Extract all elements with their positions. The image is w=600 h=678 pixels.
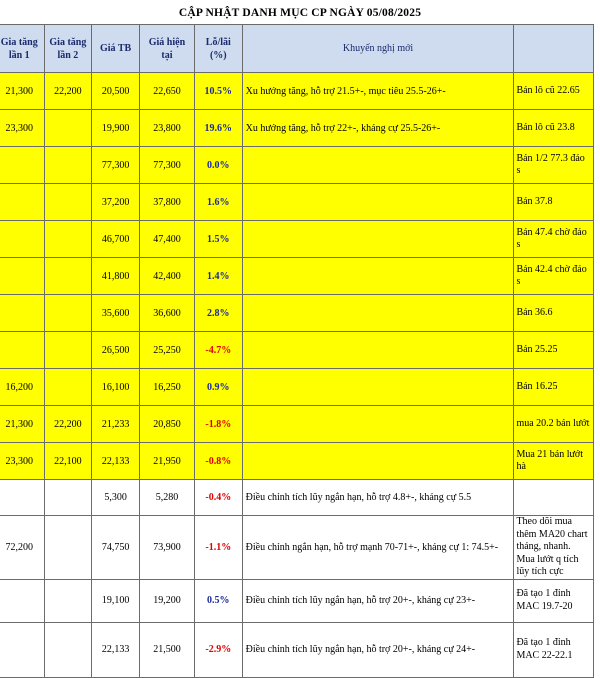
header-profit-loss: Lỗ/lãi (%) [194,25,242,73]
note-cell: Bán lô cũ 23.8 [514,110,594,147]
note-cell: Mua 21 bán lướt hà [514,443,594,480]
table-row [0,406,594,443]
average-price-cell: 20,500 [92,73,140,110]
recommendation-cell [242,295,514,332]
profit-loss-cell: -1.8% [194,406,242,443]
increase-1-cell: 16,200 [0,369,44,406]
recommendation-cell: Điều chỉnh ngắn hạn, hỗ trợ mạnh 70-71+-, kháng cự 1: 74.5+- [242,516,514,580]
note-cell: Bán 16.25 [514,369,594,406]
recommendation-cell [242,332,514,369]
increase-2-cell [44,295,92,332]
note-cell: Đã tạo 1 đỉnh MAC 22-22.1 [514,622,594,677]
increase-1-cell: 23,300 [0,443,44,480]
note-cell [514,480,594,516]
current-price-cell: 73,900 [139,516,194,580]
recommendation-cell [242,443,514,480]
profit-loss-cell: 10.5% [194,73,242,110]
table-row [0,73,594,110]
average-price-cell: 19,900 [92,110,140,147]
recommendation-cell [242,258,514,295]
current-price-cell: 37,800 [139,184,194,221]
average-price-cell: 16,100 [92,369,140,406]
current-price-cell: 25,250 [139,332,194,369]
increase-2-cell: 22,200 [44,406,92,443]
average-price-cell: 22,133 [92,443,140,480]
current-price-cell: 22,650 [139,73,194,110]
recommendation-cell [242,184,514,221]
recommendation-cell: Điều chỉnh tích lũy ngắn hạn, hỗ trợ 20+-, kháng cự 24+- [242,622,514,677]
increase-1-cell [0,147,44,184]
table-row [0,579,594,622]
header-note [514,25,594,73]
profit-loss-cell: -1.1% [194,516,242,580]
header-recommendation: Khuyến nghị mới [242,25,514,73]
note-cell: Bán 36.6 [514,295,594,332]
current-price-cell: 20,850 [139,406,194,443]
table-row [0,369,594,406]
current-price-cell: 21,500 [139,622,194,677]
average-price-cell: 74,750 [92,516,140,580]
table-row [0,443,594,480]
increase-2-cell [44,147,92,184]
average-price-cell: 35,600 [92,295,140,332]
note-cell: Bán 25.25 [514,332,594,369]
table-row [0,258,594,295]
current-price-cell: 77,300 [139,147,194,184]
increase-1-cell [0,258,44,295]
increase-2-cell: 22,100 [44,443,92,480]
header-inc1: Gia tăng lần 1 [0,25,44,73]
page-title: CẬP NHẬT DANH MỤC CP NGÀY 05/08/2025 [178,7,422,19]
profit-loss-cell: -2.9% [194,622,242,677]
increase-2-cell: 22,200 [44,73,92,110]
recommendation-cell: Xu hướng tăng, hỗ trợ 21.5+-, mục tiêu 25.5-26+- [242,73,514,110]
profit-loss-cell: 0.5% [194,579,242,622]
increase-2-cell [44,480,92,516]
note-cell: Theo dõi mua thêm MA20 chart tháng, nhanh. Mua lướt q tích lũy tích cực [514,516,594,580]
header-inc2: Gia tăng lần 2 [44,25,92,73]
current-price-cell: 47,400 [139,221,194,258]
current-price-cell: 23,800 [139,110,194,147]
current-price-cell: 5,280 [139,480,194,516]
increase-2-cell [44,369,92,406]
increase-2-cell [44,579,92,622]
increase-1-cell: 21,300 [0,406,44,443]
current-price-cell: 21,950 [139,443,194,480]
profit-loss-cell: 19.6% [194,110,242,147]
current-price-cell: 36,600 [139,295,194,332]
recommendation-cell [242,147,514,184]
note-cell: Bán lô cũ 22.65 [514,73,594,110]
profit-loss-cell: 1.5% [194,221,242,258]
increase-2-cell [44,110,92,147]
increase-1-cell [0,221,44,258]
note-cell: Bán 1/2 77.3 đảo s [514,147,594,184]
increase-1-cell: 21,300 [0,73,44,110]
header-current: Giá hiện tại [139,25,194,73]
recommendation-cell: Điều chỉnh tích lũy ngắn hạn, hỗ trợ 20+-, kháng cự 23+- [242,579,514,622]
current-price-cell: 42,400 [139,258,194,295]
table-row [0,516,594,580]
table-row [0,110,594,147]
average-price-cell: 41,800 [92,258,140,295]
recommendation-cell [242,369,514,406]
average-price-cell: 26,500 [92,332,140,369]
table-row [0,147,594,184]
profit-loss-cell: 1.6% [194,184,242,221]
table-row [0,480,594,516]
profit-loss-cell: -0.4% [194,480,242,516]
average-price-cell: 46,700 [92,221,140,258]
note-cell: Đã tạo 1 đỉnh MAC 19.7-20 [514,579,594,622]
recommendation-cell: Điều chỉnh tích lũy ngắn hạn, hỗ trợ 4.8+-, kháng cự 5.5 [242,480,514,516]
increase-1-cell [0,295,44,332]
average-price-cell: 19,100 [92,579,140,622]
current-price-cell: 19,200 [139,579,194,622]
header-row [0,25,594,73]
table-row [0,622,594,677]
recommendation-cell: Xu hướng tăng, hỗ trợ 22+-, kháng cự 25.5-26+- [242,110,514,147]
increase-1-cell: 72,200 [0,516,44,580]
increase-1-cell [0,184,44,221]
table-row [0,295,594,332]
table-row [0,221,594,258]
average-price-cell: 37,200 [92,184,140,221]
average-price-cell: 5,300 [92,480,140,516]
table-row [0,184,594,221]
table-row [0,332,594,369]
increase-2-cell [44,332,92,369]
increase-2-cell [44,622,92,677]
profit-loss-cell: 0.0% [194,147,242,184]
profit-loss-cell: -0.8% [194,443,242,480]
increase-1-cell [0,579,44,622]
increase-1-cell: 23,300 [0,110,44,147]
note-cell: Bán 37.8 [514,184,594,221]
recommendation-cell [242,406,514,443]
increase-2-cell [44,516,92,580]
profit-loss-cell: 0.9% [194,369,242,406]
note-cell: Bán 42.4 chờ đảo s [514,258,594,295]
header-avg: Giá TB [92,25,140,73]
profit-loss-cell: 2.8% [194,295,242,332]
note-cell: mua 20.2 bán lướt [514,406,594,443]
portfolio-table [0,24,594,678]
increase-2-cell [44,221,92,258]
increase-2-cell [44,184,92,221]
profit-loss-cell: -4.7% [194,332,242,369]
increase-1-cell [0,480,44,516]
increase-2-cell [44,258,92,295]
average-price-cell: 77,300 [92,147,140,184]
profit-loss-cell: 1.4% [194,258,242,295]
increase-1-cell [0,622,44,677]
note-cell: Bán 47.4 chờ đảo s [514,221,594,258]
recommendation-cell [242,221,514,258]
average-price-cell: 22,133 [92,622,140,677]
increase-1-cell [0,332,44,369]
current-price-cell: 16,250 [139,369,194,406]
average-price-cell: 21,233 [92,406,140,443]
